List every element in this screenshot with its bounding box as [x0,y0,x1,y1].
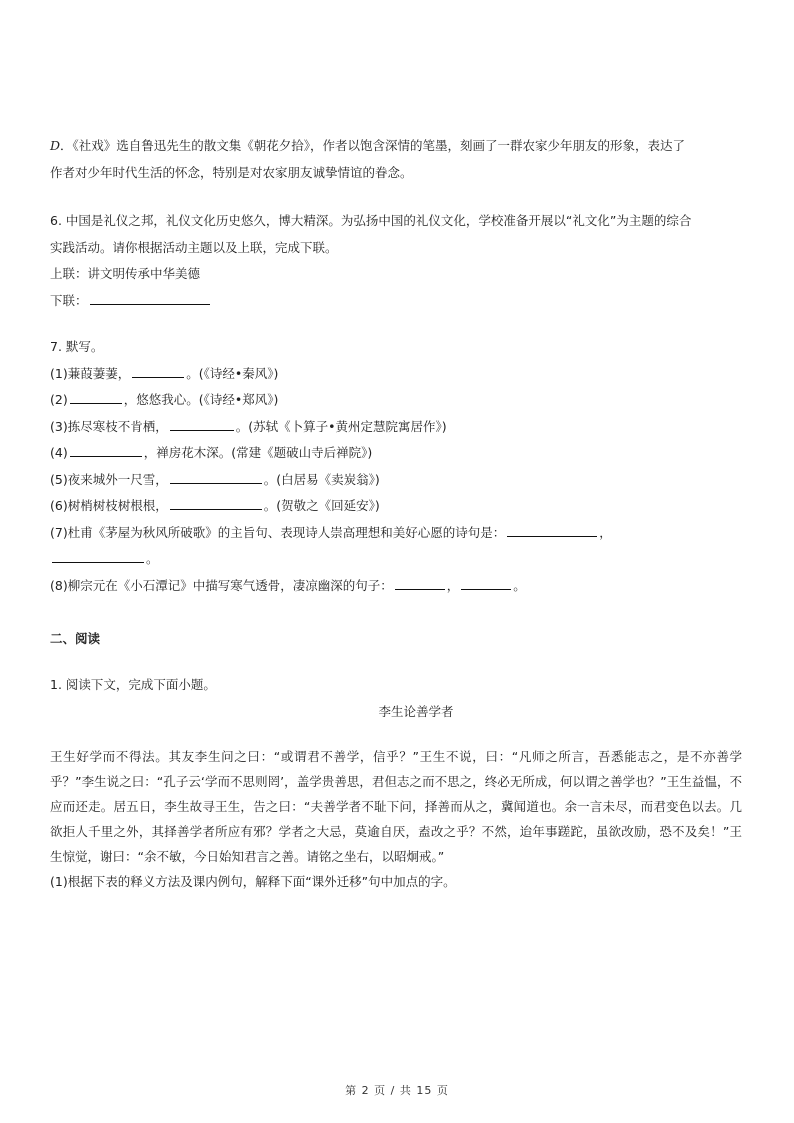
q7-item-1: (1)蒹葭萋萋， 。(《诗经•秦风》) [50,365,279,381]
q7-blank-4[interactable] [70,444,142,457]
passage-block [50,744,742,894]
passage-title: 李生论善学者 [378,703,454,719]
option-d-text-1: ．《社戏》选自鲁迅先生的散文集《朝花夕拾》，作者以饱含深情的笔墨，刻画了一群农家少年朋友的形象，表达了 [60,138,686,153]
q7-item-7-cont: 。 [50,546,742,573]
q7-blank-8b[interactable] [461,577,511,590]
q7-item-4: (4) ，禅房花木深。(常建《题破山寺后禅院》) [50,445,373,460]
question-6 [50,208,742,314]
section-heading: 二、阅读 [50,631,101,646]
q7-blank-7b[interactable] [52,550,144,563]
q7-blank-2[interactable] [70,391,122,404]
q7-item-5: (5)夜来城外一尺雪， 。(白居易《卖炭翁》) [50,471,380,487]
upper-couplet: 上联：讲文明传承中华美德 [50,266,201,281]
q7-item-7: (7)杜甫《茅屋为秋风所破歌》的主旨句、表现诗人崇高理想和美好心愿的诗句是： ， [50,524,612,540]
reading-q1-prompt: 1. 阅读下文，完成下面小题。 [50,677,216,692]
q7-blank-7a[interactable] [507,524,597,537]
section-reading-heading-block [50,626,742,653]
question-7-title: 7. 默写。 [50,339,104,354]
q7-blank-3[interactable] [170,418,234,431]
question-6-line-2: 实践活动。请你根据活动主题以及上联，完成下联。 [50,239,338,255]
q7-blank-8a[interactable] [395,577,445,590]
lower-couplet-blank[interactable] [90,292,210,305]
q7-item-2: (2) ，悠悠我心。(《诗经•郑风》) [50,392,279,407]
option-d-text-2: 作者对少年时代生活的怀念，特别是对农家朋友诚挚情谊的眷念。 [50,164,413,180]
question-7 [50,334,742,599]
q7-blank-5[interactable] [170,471,262,484]
reading-question-1 [50,672,742,725]
q7-item-3: (3)拣尽寒枝不肯栖， 。(苏轼《卜算子•黄州定慧院寓居作》) [50,418,447,434]
passage-text: 王生好学而不得法。其友李生问之曰：“或谓君不善学，信乎？”王生不说，曰：“凡师之所言，吾悉能志之，是不亦善学乎？”李生说之曰：“孔子云‘学而不思则罔’，盖学贵善思，君但志之而不思之，终必无所成，何以谓之善学也？”王生益愠，不应而还走。居五日，李生故寻王生，告之曰：“夫善学者不耻下问，择善而从之，冀闻道也。余一言未尽，而君变色以去。几欲拒人千里之外，其择善学者所应有邪？学者之大忌，莫逾自厌，盍改之乎？不然，迨年事蹉跎，虽欲改励，恐不及矣！”王生惊觉，谢曰：“余不敏，今日始知君言之善。请铭之坐右，以昭炯戒。” [50,749,742,864]
question-6-line-1: 6. 中国是礼仪之邦，礼仪文化历史悠久，博大精深。为弘扬中国的礼仪文化，学校准备开展以“礼文化”为主题的综合 [50,213,692,228]
page-footer: 第 2 页 / 共 15 页 [345,1084,449,1097]
q7-item-6: (6)树梢树枝树根根， 。(贺敬之《回延安》) [50,498,380,513]
option-d-block [50,133,742,186]
sub-question-1: (1)根据下表的释义方法及课内例句，解释下面“课外迁移”句中加点的字。 [50,874,456,889]
q7-blank-6[interactable] [170,497,262,510]
q7-blank-1[interactable] [132,365,184,378]
option-d-label: D [50,138,61,153]
q7-item-8: (8)柳宗元在《小石潭记》中描写寒气透骨，凄凉幽深的句子： ， 。 [50,577,526,593]
lower-couplet-label: 下联： [50,292,88,308]
